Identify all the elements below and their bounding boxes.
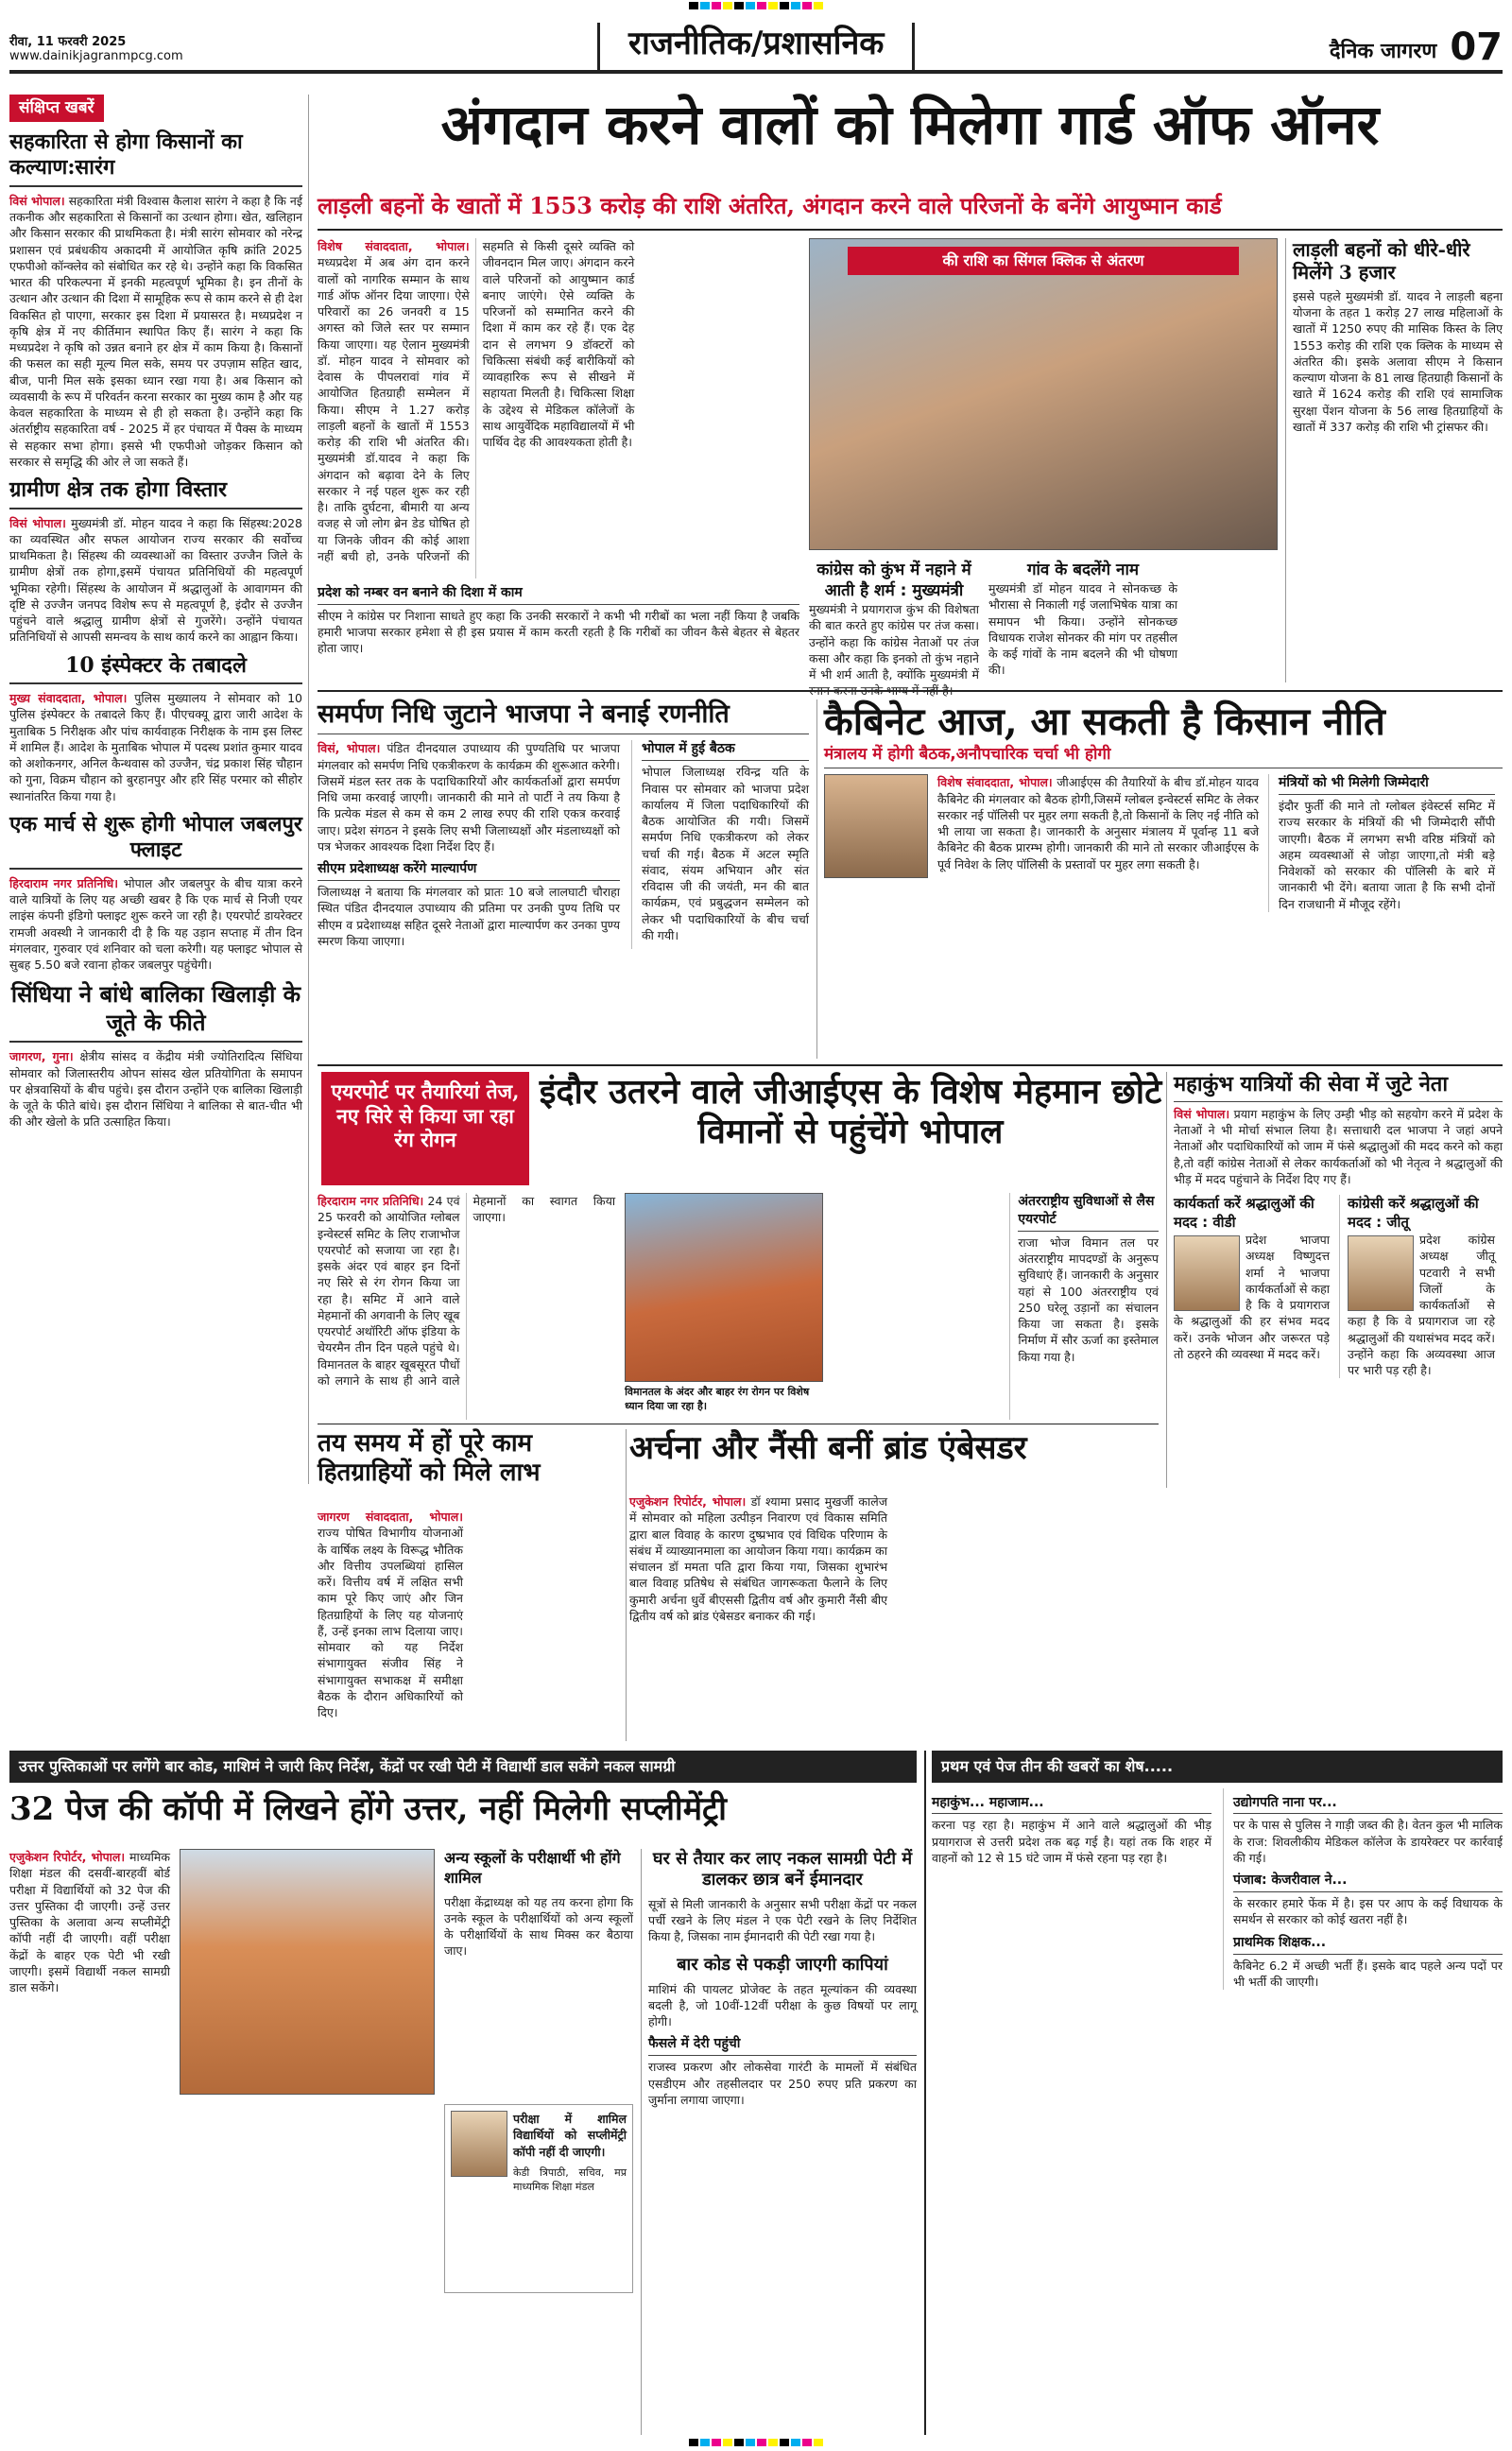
page1-left <box>932 1788 1211 1990</box>
hitgrahi-dateline: जागरण संवाददाता, भोपाल। <box>318 1510 463 1524</box>
kd-tripathi-photo <box>451 2111 507 2177</box>
mahakumbh-story <box>1174 1072 1503 1493</box>
samarpan-kicker2-text: भोपाल जिलाध्यक्ष रविन्द्र यति के निवास पर सोमवार को भाजपा प्रदेश कार्यालय में जिला पदाधिकारियों की बैठक आयोजित की गयी। जिसमें समर्पण निधि एकत्रीकरण को लेकर चर्चा की गई। बैठक में अटल स्मृति संवाद, संयम अभियान और संत रविदास जी की जयंती, मन की बात कार्यक्रम, एवं प्रबुद्धजन सम्मेलन को लेकर भी पदाधिकारियों के बीच चर्चा की गयी। <box>642 765 809 942</box>
cabinet-dateline: विशेष संवाददाता, भोपाल। <box>937 775 1053 790</box>
lead-box2-head: गांव के बदलेंगे नाम <box>1026 561 1140 579</box>
samarpan-story <box>318 699 809 1059</box>
cabinet-side-text: इंदौर फुर्ती की माने तो ग्लोबल इंवेस्टर्स समिट में राज्य सरकार के मंत्रियों की भी जिम्मेदारी सौंपी जाएगी। बैठक में लगभग सभी वरिष्ठ मंत्रियों को अहम व्यवस्थाओं से जोड़ा जाएगा,तो मंत्री बड़े निवेशकों को सरकार की पॉलिसी के बारे में जानकारी भी देंगे। बताया जाता है कि सभी दोनों दिन राजधानी में मौजूद रहेंगे। <box>1279 799 1495 911</box>
divider-barcode-mid <box>641 1849 642 2435</box>
page1-head-0: महाकुंभ... महाजाम... <box>932 1794 1211 1815</box>
barcode-body <box>9 1849 170 1995</box>
airport-side <box>1009 1193 1159 1420</box>
lead-headline: अंगदान करने वालों को मिलेगा गार्ड ऑफ ऑनर <box>440 93 1380 157</box>
brief-text-2: पुलिस मुख्यालय ने सोमवार को 10 पुलिस इंस्पेक्टर के तबादले किए हैं। पीएचक्यू द्वारा जारी आदेश के मुताबिक 5 निरीक्षक और पांच कार्यवाहक निरीक्षक के नाम इस लिस्ट में शामिल हैं। आदेश के मुताबिक भोपाल में पदस्थ प्रशांत कुमार यादव को अशोकनगर, अनिल कैन्थवास को उज्जैन, चंद्र प्रकाश सिंह चौहान को गुना, विक्रम चौहान को बुरहानपुर और हरि सिंह परमार को सीहोर स्थानांतरित किया गया है। <box>9 691 302 803</box>
barcode-mid <box>648 1849 917 2435</box>
brief-dateline-3: हिरदाराम नगर प्रतिनिधि। <box>9 875 118 890</box>
archana-head-block <box>629 1429 1159 1486</box>
brief-dateline-4: जागरण, गुना। <box>9 1049 74 1064</box>
samarpan-body <box>318 740 620 854</box>
brief-head-1: ग्रामीण क्षेत्र तक होगा विस्तार <box>9 477 302 509</box>
lead-box1-head: कांग्रेस को कुंभ में नहाने में आती है शर्म : मुख्यमंत्री <box>816 561 971 601</box>
mahakumbh-left-head: कार्यकर्ता करें श्रद्धालुओं की मदद : वीडी <box>1174 1195 1314 1231</box>
airport-headline-block <box>539 1072 1162 1185</box>
page1-column <box>932 1751 1503 2435</box>
samarpan-dateline: विसं, भोपाल। <box>318 741 381 756</box>
barcode-quote: परीक्षा में शामिल विद्यार्थियों को सप्लीमेंट्री कॉपी नहीं दी जाएगी। <box>513 2112 627 2159</box>
lead-box-congress <box>809 560 979 682</box>
barcode-quote-box <box>444 2104 633 2293</box>
airport-kicker: अंतरराष्ट्रीय सुविधाओं से लैस एयरपोर्ट <box>1018 1193 1159 1232</box>
lead-subhead-block <box>318 193 1503 231</box>
mahakumbh-right <box>1339 1195 1495 1378</box>
airport-headline: इंदौर उतरने वाले जीआईएस के विशेष मेहमान छोटे विमानों से पहुंचेंगे भोपाल <box>539 1072 1162 1152</box>
page1-head-1: उद्योगपति नाना पर... <box>1233 1794 1503 1815</box>
archana-body <box>629 1493 1159 1741</box>
divider-mahakumbh <box>1166 1072 1167 1488</box>
rule-2 <box>318 1064 1503 1066</box>
hitgrahi-head-block <box>318 1429 622 1505</box>
jitu-patwari-photo <box>1348 1235 1414 1311</box>
hitgrahi-body <box>318 1509 622 1740</box>
barcode-end-kicker: फैसले में देरी पहुंची <box>648 2035 917 2056</box>
samarpan-side <box>631 740 809 949</box>
airport-photo-wrap <box>625 1193 823 1420</box>
vd-sharma-photo <box>1174 1235 1240 1311</box>
lead-body-cols <box>318 238 799 682</box>
divider-left <box>308 95 309 1484</box>
airport-continued <box>833 1193 1000 1420</box>
masthead-right <box>1330 28 1503 70</box>
samarpan-kicker1: सीएम प्रदेशाध्यक्ष करेंगे माल्यार्पण <box>318 860 620 881</box>
divider-page1 <box>924 1751 926 2435</box>
brief-body-1 <box>9 515 302 646</box>
samarpan-kicker2: भोपाल में हुई बैठक <box>642 740 809 761</box>
page1-tag: प्रथम एवं पेज तीन की खबरों का शेष..... <box>932 1751 1503 1783</box>
mahakumbh-right-text: प्रदेश कांग्रेस अध्यक्ष जीतू पटवारी ने सभी जिलों के कार्यकर्ताओं से कहा है कि वे प्रयागराज जा रहे श्रद्धालुओं की यथासंभव मदद करें। उन्होंने कहा कि अव्यवस्था आज पर भारी पड़ रही है। <box>1348 1233 1495 1378</box>
brief-head-3: एक मार्च से शुरू होगी भोपाल जबलपुर फ्लाइट <box>9 812 302 870</box>
cabinet-main <box>824 774 1259 912</box>
airport-banner <box>321 1072 529 1185</box>
mahakumbh-split <box>1174 1195 1503 1378</box>
lead-body <box>318 238 799 578</box>
hitgrahi-headline: तय समय में हों पूरे काम हितग्राहियों को मिले लाभ <box>318 1429 541 1488</box>
page1-cols <box>932 1788 1503 1990</box>
barcode-text: माध्यमिक शिक्षा मंडल की दसवीं-बारहवीं बोर्ड परीक्षा में विद्यार्थियों को 32 पेज की उत्तर पुस्तिका दी जाएगी। उन्हें उत्तर पुस्तिका के अलावा अन्य सप्लीमेंट्री कॉपी नहीं दी जाएगी। वहीं परीक्षा केंद्रों के बाहर एक पेटी भी रखी जाएगी। इसमें विद्यार्थी नकल सामग्री डाल सकेंगे। <box>9 1850 170 1994</box>
lead-kicker-text: सीएम ने कांग्रेस पर निशाना साधते हुए कहा कि उनकी सरकारों ने कभी भी गरीबों का भला नहीं किया है जबकि हमारी भाजपा सरकार हमेशा से ही इस प्रयास में काम करती रहती है कि गरीबों का जीवन कैसे बेहतर से बेहतर होता जाए। <box>318 608 799 656</box>
page1-text-0: करना पड़ रहा है। महाकुंभ में आने वाले श्रद्धालुओं की भीड़ प्रयागराज से उत्तरी प्रदेश तक बढ़ गई है। यहां तक कि शहर में वाहनों को 12 से 15 घंटे जाम में फंसे रहना पड़ रहा है। <box>932 1818 1211 1865</box>
brief-body-0 <box>9 193 302 470</box>
cabinet-side-head: मंत्रियों को भी मिलेगी जिम्मेदारी <box>1279 774 1495 795</box>
barcode-col-1 <box>9 1849 170 2435</box>
airport-photo-caption: विमानतल के अंदर और बाहर रंग रोगन पर विशेष ध्यान दिया जा रहा है। <box>625 1386 823 1414</box>
cabinet-body <box>937 774 1259 912</box>
cabinet-story <box>824 699 1503 1059</box>
page1-text-1: पर के पास से पुलिस ने गाड़ी जब्त की है। वेतन कुल भी मालिक के राज: शिवलीकीय मेडिकल कॉलेज के डायरेक्टर पर कार्रवाई की गई। <box>1233 1818 1503 1865</box>
brief-head-2: 10 इंस्पेक्टर के तबादले <box>9 653 302 685</box>
section-title: राजनीतिक/प्रशासनिक <box>597 23 915 70</box>
cabinet-side <box>1268 774 1495 912</box>
airport-body-flex <box>318 1193 1159 1420</box>
registration-marks <box>0 2 1512 11</box>
lead-box1-text: मुख्यमंत्री ने प्रयागराज कुंभ की विशेषता की बात करते हुए कांग्रेस पर तंज कसा। उन्होंने कहा कि कांग्रेस नेताओं पर तंज कसा और कहा कि इनको तो कुंभ नहाने में भी शर्म आती है, क्योंकि मुख्यमंत्री में <box>809 602 979 682</box>
samarpan-headline: समर्पण निधि जुटाने भाजपा ने बनाई रणनीति <box>318 699 809 734</box>
page1-right <box>1223 1788 1503 1990</box>
archana-dateline: एजुकेशन रिपोर्टर, भोपाल। <box>629 1494 747 1509</box>
brief-text-4: क्षेत्रीय सांसद व केंद्रीय मंत्री ज्योतिरादित्य सिंधिया सोमवार को जिलास्तरीय ओपन सांसद खेल प्रतियोगिता के समापन पर क्षेत्रवासियों के बीच पहुंचे। इस दौरान उन्होंने एक बालिका खिलाड़ी के जूते के फीते बांधे। इस दौरान सिंधिया ने बालिका से बात-चीत भी की और खेलो के प्रति उत्साहित किया। <box>9 1049 302 1130</box>
barcode-box-text: परीक्षा केंद्राध्यक्ष को यह तय करना होगा कि उनके स्कूल के परीक्षार्थियों को अन्य स्कूलों के परीक्षार्थियों के साथ मिक्स कर बैठाया जाए। <box>444 1894 633 1959</box>
archana-text: डॉ श्यामा प्रसाद मुखर्जी कालेज में सोमवार को महिला उत्पीड़न निवारण एवं विकास समिति द्वारा बाल विवाह के कारण दुष्प्रभाव एवं विधिक परिणाम के संबंध में व्याख्यानमाला का आयोजन किया गया। कार्यक्रम का संचालन डॉ ममता पति द्वारा किया गया, जिसका शुभारंभ बाल विवाह प्रतिषेध से संबंधित जागरूकता फैलाने के लिए कुमारी अर्चना धुर्वे बीएससी द्वितीय वर्ष और कुमारी नैंसी बीए द्वितीय वर्ष को ब्रांड एंबेसडर बनाकर की गई। <box>629 1494 887 1623</box>
barcode-mid-head: घर से तैयार कर लाए नकल सामग्री पेटी में डालकर छात्र बनें ईमानदार <box>652 1849 913 1890</box>
airport-photo <box>625 1193 823 1382</box>
airport-body-row <box>318 1193 1159 1420</box>
page-number: 07 <box>1450 26 1503 69</box>
lead-box2-text: मुख्यमंत्री डॉ मोहन यादव ने सोनकच्छ के भौरासा से निकाली गई जलाभिषेक यात्रा का समापन भी किया। उन्होंने सोनकच्छ विधायक राजेश सोनकर की मांग पर तहसील के कई गांवों के नाम बदलने की भी घोषणा की। <box>988 581 1177 678</box>
brief-text-0: सहकारिता मंत्री विश्वास कैलाश सारंग ने कहा है कि नई तकनीक और सहकारिता से किसानों का उत्थान होगा। खेत, खलिहान और किसान सरकार की प्राथमिकता है। मंत्री सारंग सोमवार को नरेन्द्र प्रशासन एवं प्रबंधकीय अकादमी में आयोजित कृषि क्रांति 2025 एफपीओ कॉन्क्लेव को संबोधित कर रहे थे। उन्होंने कहा कि विकसित भारत की परिकल्पना में इनकी महत्वपूर्ण भूमिका है। इन तीनों के उत्थान और उत्थान की दिशा में सामूहिक रूप से काम करने से ही देश विकसित हो पाएगा, सरकार इस दिशा में प्रयासरत है। मध्यप्रदेश न कृषि क्षेत्र में नए कीर्तिमान स्थापित किए हैं। सारंग ने कहा कि मध्यप्रदेश ने कृषि को उन्नत बनाने हर क्षेत्र में काम किया है। किसानों की फसल का सही मूल्य मिल सके, समय पर उपज़ाम सहित खाद, बीज, पानी मिल सके इसका ध्यान रखा गया है। अब किसान को व्यवसायी के रूप में परिवर्तन करना सरकार का मुख्य काम है और यह केवल सहकारिता के माध्यम से ही हो सकता है। उन्होंने कहा कि अंतर्राष्ट्रीय सहकारिता वर्ष - 2025 में हर पंचायत में पैक्स के माध्यम से सहकार सभा होगा। इससे भी एफपीओ जोड़कर किसान को सरकार से समृद्धि की ओर ले जा सकते हैं। <box>9 193 302 469</box>
cabinet-body-row <box>824 774 1503 912</box>
page1-head-3: प्राथमिक शिक्षक... <box>1233 1934 1503 1955</box>
rule-1 <box>318 690 1503 692</box>
page1-text-3: कैबिनेट 6.2 में अच्छी भर्ती हैं। इसके बाद पहले अन्य पदों पर भी भर्ती की जाएगी। <box>1233 1958 1503 1989</box>
mahakumbh-left <box>1174 1195 1330 1378</box>
barcode-box-head: अन्य स्कूलों के परीक्षार्थी भी होंगे शामिल <box>444 1849 621 1887</box>
barcode-headline: 32 पेज की कॉपी में लिखने होंगे उत्तर, नहीं मिलेगी सप्लीमेंट्री <box>9 1790 727 1828</box>
airport-banner-text: एयरपोर्ट पर तैयारियां तेज, नए सिरे से किया जा रहा रंग रोगन <box>331 1079 520 1152</box>
cabinet-text: जीआईएस की तैयारियों के बीच डॉ.मोहन यादव कैबिनेट की मंगलवार को बैठक होगी,जिसमें ग्लोबल इन्वेस्टर्स समिट के लेकर सरकार नई पॉलिसी पर मुहर लगा सकती है,तो किसानों के लिए नई नीति को भी लाया जा सकता है। जानकारी के अनुसार मंत्रालय में पूर्वान्ह 11 बजे कैबिनेट की बैठक प्रारम्भ होगी। जानकारी की माने तो सरकार जीआईएस के पूर्व निवेश के लिए पॉलिसी के प्रस्तावों पर मुहर लगा सकती है। <box>937 775 1260 872</box>
divider-archana <box>626 1429 627 1741</box>
lead-photo-banner: की राशि का सिंगल क्लिक से अंतरण <box>848 247 1239 275</box>
brief-text-1: मुख्यमंत्री डॉ. मोहन यादव ने कहा कि सिंहस्थ:2028 का व्यवस्थित और सफल आयोजन राज्य सरकार की सर्वोच्च प्राथमिकता है। सिंहस्थ की व्यवस्थाओं का विस्तार उज्जैन जिले के ग्रामीण क्षेत्रों तक होगा,इसमें पंचायत प्रतिनिधियों की महत्वपूर्ण भूमिका रहेगी। सिंहस्थ के आयोजन में श्रद्धालुओं के आवागमन की दृष्टि से उज्जैन जनपद विशेष रूप से महत्वपूर्ण है, इंदौर से उज्जैन पहुंचने वाले श्रद्धालु ग्रामीण क्षेत्रों से गुजरेंगे। उन्होंने पंचायत प्रतिनिधियों से आपसी समन्वय के साथ कार्य करने का आह्वान किया। <box>9 515 302 645</box>
masthead <box>9 19 1503 74</box>
page1-text-2: के सरकार हमारे फेंक में है। इस पर आप के कई विधायक के समर्थन से सरकार को कोई खतरा नहीं है। <box>1233 1896 1503 1927</box>
registration-marks-bottom <box>0 2439 1512 2448</box>
website-link[interactable]: www.dainikjagranmpcg.com <box>9 49 183 64</box>
brief-body-3 <box>9 875 302 974</box>
samarpan-kicker1-text: जिलाध्यक्ष ने बताया कि मंगलवार को प्रातः 10 बजे लालघाटी चौराहा स्थित पंडित दीनदयाल उपाध्याय की प्रतिमा पर उनकी पुण्य तिथि पर सीएम व प्रदेशाध्यक्ष सहित दूसरे नेताओं द्वारा माल्यार्पण कर उनका पुण्य स्मरण किया जाएगा। <box>318 885 620 948</box>
brief-text-3: भोपाल और जबलपुर के बीच यात्रा करने वाले यात्रियों के लिए यह अच्छी खबर है कि एक मार्च से निजी एयर लाइंस कंपनी इंडिगो फ्लाइट शुरू करने जा रही है। एयरपोर्ट डायरेक्टर रामजी अवस्थी ने जानकारी दी है कि यह उड़ान सप्ताह में तीन दिन मंगलवार, गुरुवार एवं शनिवार को चला करेगी। यह फ्लाइट भोपाल से सुबह 5.50 बजे रवाना होकर जबलपुर पहुंचेगी। <box>9 875 302 973</box>
brief-head-0: सहकारिता से होगा किसानों का कल्याण:सारंग <box>9 129 302 187</box>
barcode-dateline: एजुकेशन रिपोर्टर, भोपाल। <box>9 1850 126 1864</box>
brief-body-4 <box>9 1048 302 1130</box>
lead-side-text: इससे पहले मुख्यमंत्री डॉ. यादव ने लाड़ली बहना योजना के तहत 1 करोड़ 27 लाख महिलाओं के खातों में 1250 रुपए की मासिक किस्त के लिए 1553 करोड़ की राशि एक क्लिक के माध्यम से अंतरित की। इसके अलावा सीएम ने किसान कल्याण योजना के 81 लाख हितग्राही किसानों के खाते में 1624 करोड़ की राशि एवं सामाजिक सुरक्षा पेंशन योजना के 56 लाख हितग्राहियों के खातों में 337 करोड़ की राशि भी ट्रांसफर की। <box>1293 288 1503 434</box>
paper-name: दैनिक जागरण <box>1329 39 1437 64</box>
masthead-left <box>9 35 183 70</box>
briefs-column <box>9 95 302 1484</box>
barcode-quote-by: केडी त्रिपाठी, सचिव, मप्र माध्यमिक शिक्षा मंडल <box>513 2166 627 2193</box>
cabinet-building-photo <box>824 774 928 878</box>
samarpan-body-row <box>318 740 809 949</box>
brief-dateline-0: विसं भोपाल। <box>9 193 65 208</box>
airport-kicker-text: राजा भोज विमान तल पर अंतरराष्ट्रीय मापदण्डों के अनुरूप सुविधाएं हैं। जानकारी के अनुसार यहां से 100 अंतरराष्ट्रीय एवं 250 घरेलू उड़ानों का संचालन किया जा सकता है। इसके निर्माण में सौर ऊर्जा का इस्तेमाल किया गया है। <box>1018 1234 1159 1364</box>
airport-text: 24 एवं 25 फरवरी को आयोजित ग्लोबल इन्वेस्टर्स समिट के लिए राजाभोज एयरपोर्ट को सजाया जा रहा है। इसके अंदर एवं बाहर इन दिनों नए सिरे से रंग रोगन किया जा रहा है। समिट में आने वाले मेहमानों की अगवानी के लिए खूब एयरपोर्ट अथॉरिटी ऑफ इंडिया के चेयरमैन तीन दिन पहले पहुंचे थे। विमानतल के बाहर खूबसूरत पौधों को लगाने के साथ ही आने वाले मेहमानों का स्वागत किया जाएगा। <box>318 1194 616 1388</box>
archana-headline: अर्चना और नैंसी बनीं ब्रांड एंबेसडर <box>629 1429 1027 1467</box>
hitgrahi-story <box>318 1509 622 1740</box>
cabinet-headline: कैबिनेट आज, आ सकती है किसान नीति <box>824 699 1385 744</box>
lead-dateline: विशेष संवाददाता, भोपाल। <box>318 239 470 253</box>
barcode-mid-kicker-text: माशिमं की पायलट प्रोजेक्ट के तहत मूल्यांकन की व्यवस्था बदली है, जो 10वीं-12वीं परीक्षा के कुछ विषयों पर लागू होगी। <box>648 1981 917 2029</box>
brief-body-2 <box>9 690 302 804</box>
mp-board-building-photo <box>180 1849 435 2095</box>
mahakumbh-right-head: कांग्रेसी करें श्रद्धालुओं की मदद : जीतू <box>1348 1195 1479 1231</box>
mahakumbh-body <box>1174 1106 1503 1187</box>
briefs-tag: संक्षिप्त खबरें <box>9 95 104 122</box>
archana-story <box>629 1493 1159 1741</box>
barcode-mid-kicker: बार कोड से पकड़ी जाएगी कापियां <box>677 1954 888 1975</box>
barcode-box <box>444 1849 633 2076</box>
brief-dateline-1: विसं भोपाल। <box>9 515 66 530</box>
mahakumbh-headline: महाकुंभ यात्रियों की सेवा में जुटे नेता <box>1174 1072 1503 1102</box>
lead-box-villages <box>988 560 1177 682</box>
airport-body <box>318 1193 615 1420</box>
lead-kicker: प्रदेश को नम्बर वन बनाने की दिशा में काम <box>318 584 799 605</box>
mahakumbh-text: प्रयाग महाकुंभ के लिए उम्ड़ी भीड़ को सहयोग करने में प्रदेश के नेताओं ने भी मोर्चा संभाल लिया है। सत्ताधारी दल भाजपा ने जहां अपने नेताओं और पदाधिकारियों को जाम में फंसे श्रद्धालुओं की मदद करने को कहा है,तो वहीं कांग्रेस नेताओं से लेकर कार्यकर्ताओं को भी नेतृत्व ने श्रद्धालुओं की भीड़ में मदद पहुंचाने के निर्देश दिए गए हैं। <box>1174 1106 1503 1186</box>
barcode-banner: उत्तर पुस्तिकाओं पर लगेंगे बार कोड, माशिमं ने जारी किए निर्देश, केंद्रों पर रखी पेटी में विद्यार्थी डाल सकेंगे नकल सामग्री <box>9 1751 917 1783</box>
divider-lead-side <box>1285 238 1286 682</box>
lead-text: मध्यप्रदेश में अब अंग दान करने वालों को नागरिक सम्मान के साथ गार्ड ऑफ ऑनर दिया जाएगा। ऐसे परिवारों का 26 जनवरी व 15 अगस्त को जिले स्तर पर सम्मान किया जाएगा। यह ऐलान मुख्यमंत्री डॉ. मोहन यादव ने सोमवार को देवास के पीपलरावां गांव में आयोजित हितग्राही सम्मेलन में किया। सीएम ने 1.27 करोड़ लाड़ली बहनों के खातों में 1553 करोड़ की राशि भी अंतरित की। मुख्यमंत्री डॉ.यादव ने कहा कि अंगदान को बढ़ावा देने के लिए सरकार ने नई पहल शुरू कर रही है। ताकि दुर्घटना, बीमारी या अन्य वजह से जो लोग ब्रेन डेड घोषित हो या जिनके जीवन की कोई आशा नहीं बची हो, उनके परिजनों की सहमति से किसी दूसरे व्यक्ति को जीवनदान मिल जाए। अंगदान करने वाले परिजनों को आयुष्मान कार्ड बनाए जाएंगे। ऐसे व्यक्ति के परिजनों को सम्मानित करने की दिशा में काम कर रहे हैं। एक देह दान से लगभग 9 डॉक्टरों को चिकित्सा संबंधी कई बारीकियों को व्यावहारिक रूप से सीखने में सहायता मिलती है। चिकित्सा शिक्षा के उद्देश्य से मेडिकल कॉलेजों के साथ आयुर्वेदिक महाविद्यालयों में भी पार्थिव देह की आवश्यकता होती है। <box>318 239 635 563</box>
lead-side-head: लाड़ली बहनों को धीरे-धीरे मिलेंगे 3 हजार <box>1293 238 1470 285</box>
lead-subhead: लाड़ली बहनों के खातों में 1553 करोड़ की राशि अंतरित, अंगदान करने वाले परिजनों के बनेंगे आयुष्मान कार्ड <box>318 192 1222 219</box>
samarpan-text: पंडित दीनदयाल उपाध्याय की पुण्यतिथि पर भाजपा मंगलवार को समर्पण निधि एकत्रीकरण के कार्यक्रम की शुरूआत करेगी। जिसमें मंडल स्तर तक के पदाधिकारियों और कार्यकर्ताओं द्वारा समर्पण निधि जमा करवाई जाएगी। जानकारी की माने तो पार्टी ने तय किया है कि प्रत्येक मंडल से कम से कम 2 लाख रुपए की राशि एकत्र करवाई जाए। प्रदेश संगठन ने इसके लिए सभी जिलाध्यक्षों और मंडलाध्यक्षों को पत्र भेजकर आवश्यक दिशा निर्देश दिए हैं। <box>318 741 620 854</box>
airport-dateline: हिरदाराम नगर प्रतिनिधि। <box>318 1194 424 1208</box>
edition-date: रीवा, 11 फरवरी 2025 <box>9 34 127 49</box>
brief-head-4: सिंधिया ने बांधे बालिका खिलाड़ी के जूते के फीते <box>9 980 302 1043</box>
divider-samarpan <box>816 699 817 1059</box>
barcode-mid-text: सूत्रों से मिली जानकारी के अनुसार सभी परीक्षा केंद्रों पर नकल पर्ची रखने के लिए मंडल ने एक पेटी रखने के लिए निर्देशित किया है, जिसका नाम ईमानदारी की पेटी रखा गया है। <box>648 1896 917 1944</box>
mahakumbh-left-text: प्रदेश भाजपा अध्यक्ष विष्णुदत्त शर्मा ने भाजपा कार्यकर्ताओं से कहा है कि वे प्रयागराज के श्रद्धालुओं की हर संभव मदद करें। उनके भोजन और जरूरत पड़े तो ठहरने की व्यवस्था में मदद करें। <box>1174 1233 1330 1361</box>
samarpan-main <box>318 740 620 949</box>
page1-head-2: पंजाब: केजरीवाल ने... <box>1233 1872 1503 1892</box>
lead-headline-block <box>318 95 1503 185</box>
barcode-head-block <box>9 1790 917 1839</box>
cabinet-subhead: मंत्रालय में होगी बैठक,अनौपचारिक चर्चा भी होगी <box>824 744 1503 768</box>
mahakumbh-dateline: विसं भोपाल। <box>1174 1106 1230 1121</box>
brief-dateline-2: मुख्य संवाददाता, भोपाल। <box>9 691 128 706</box>
lead-photo-cm-event <box>809 238 1278 550</box>
barcode-end-text: राजस्व प्रकरण और लोकसेवा गारंटी के मामलों में संबंधित एसडीएम और तहसीलदार पर 250 रुपए प्रति प्रकरण का जुर्माना लगाया जाएगा। <box>648 2060 917 2107</box>
lead-side-column <box>1293 238 1503 682</box>
hitgrahi-text: राज्य पोषित विभागीय योजनाओं के वार्षिक लक्ष्य के विरूद्ध भौतिक और वित्तीय उपलब्धियां हासिल करें। वित्तीय वर्ष में लक्षित सभी काम पूरे किए जाएं और जिन हितग्राहियों के लिए यह योजनाएं हैं, उन्हें इनका लाभ दिलाया जाए। सोमवार को यह निर्देश संभागायुक्त संजीव सिंह ने संभागायुक्त सभाकक्ष में समीक्षा बैठक के दौरान अधिकारियों को दिए। <box>318 1526 463 1719</box>
